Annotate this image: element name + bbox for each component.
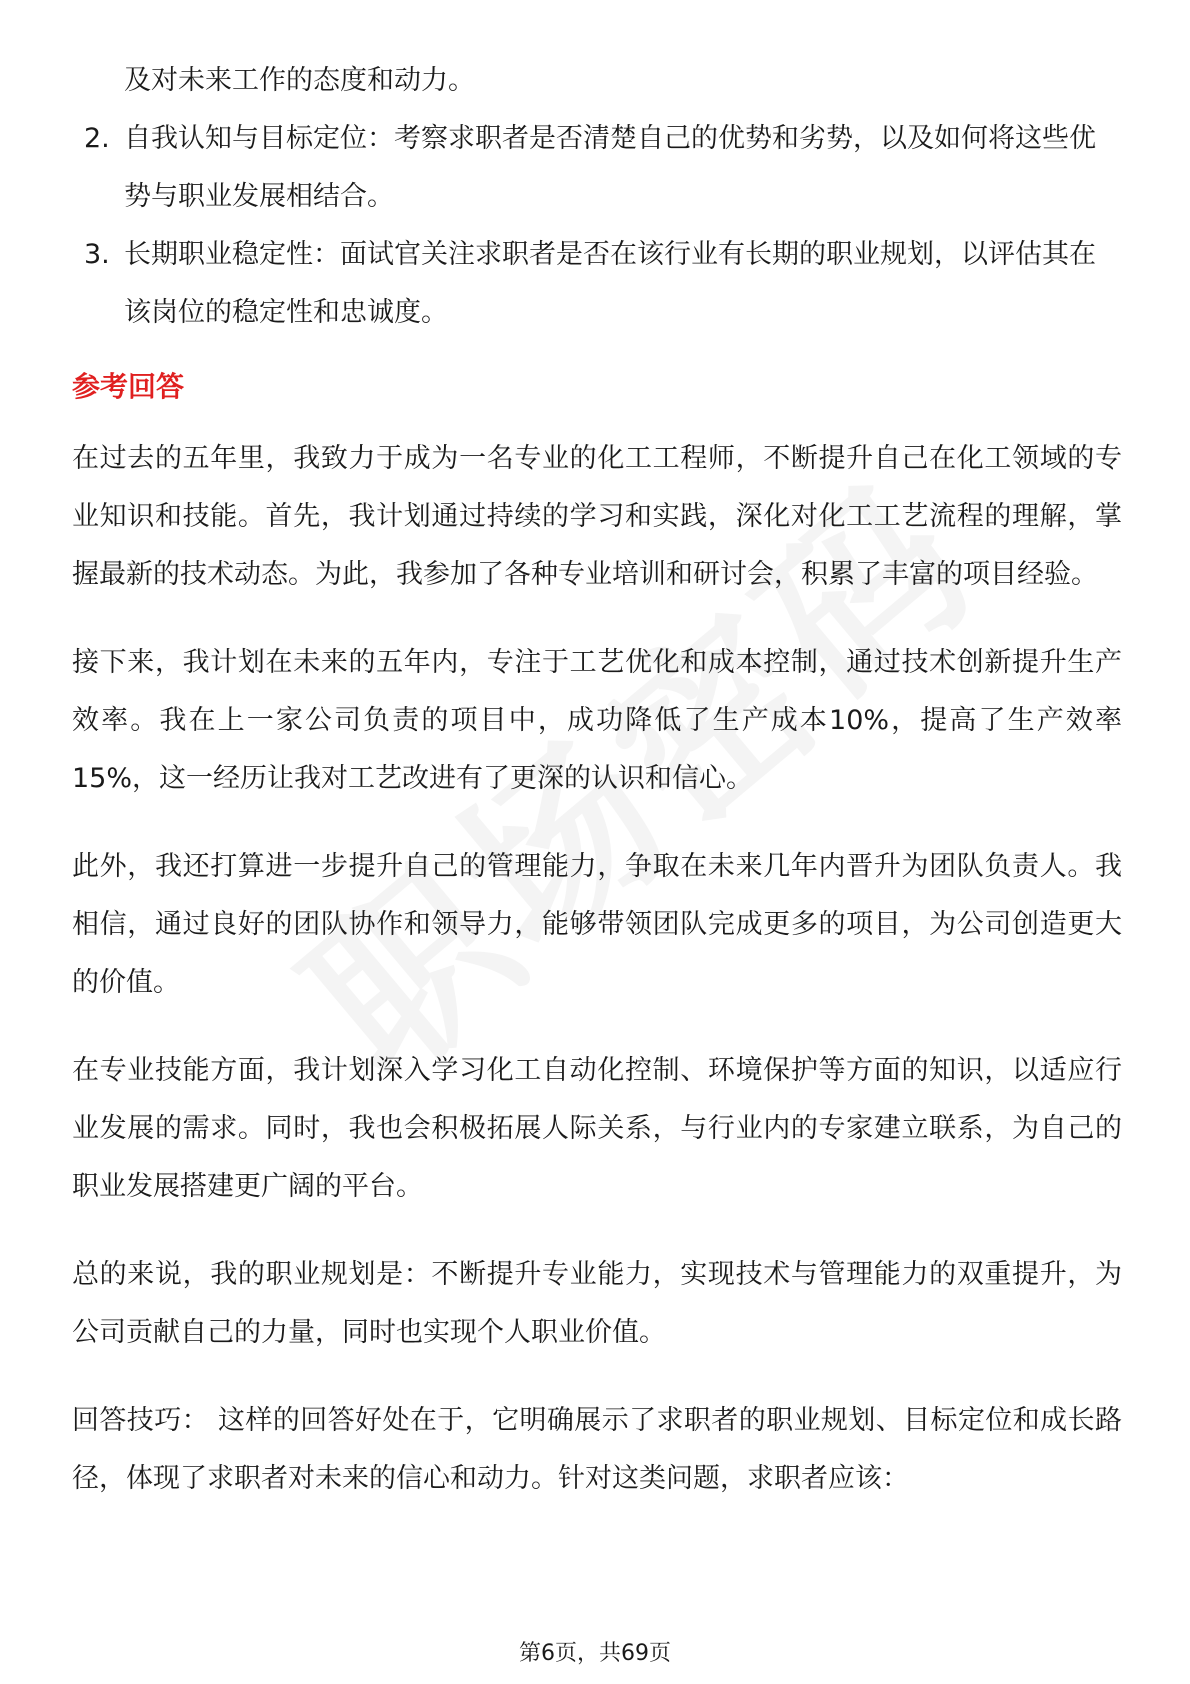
reason-list [72,110,1122,342]
page-content [72,52,1122,1538]
list-item [72,110,1122,226]
paragraph: 在过去的五年里，我致力于成为一名专业的化工工程师，不断提升自己在化工领域的专业知识和技能。首先，我计划通过持续的学习和实践，深化对化工工艺流程的理解，掌握最新的技术动态。为此，我参加了各种专业培训和研讨会，积累了丰富的项目经验。 [72,443,1122,590]
list-text: 长期职业稳定性：面试官关注求职者是否在该行业有长期的职业规划，以评估其在该岗位的稳定性和忠诚度。 [124,239,1096,328]
paragraph: 在专业技能方面，我计划深入学习化工自动化控制、环境保护等方面的知识，以适应行业发展的需求。同时，我也会积极拓展人际关系，与行业内的专家建立联系，为自己的职业发展搭建更广阔的平台。 [72,1055,1122,1202]
continuation-text: 及对未来工作的态度和动力。 [124,65,475,96]
list-text: 自我认知与目标定位：考察求职者是否清楚自己的优势和劣势，以及如何将这些优势与职业发展相结合。 [124,123,1096,212]
paragraph: 此外，我还打算进一步提升自己的管理能力，争取在未来几年内晋升为团队负责人。我相信，通过良好的团队协作和领导力，能够带领团队完成更多的项目，为公司创造更大的价值。 [72,851,1122,998]
page-footer: 第6页，共69页 [519,1641,671,1666]
paragraph: 回答技巧： 这样的回答好处在于，它明确展示了求职者的职业规划、目标定位和成长路径，体现了求职者对未来的信心和动力。针对这类问题，求职者应该： [72,1405,1122,1494]
list-number: 3. [84,239,110,270]
paragraph: 接下来，我计划在未来的五年内，专注于工艺优化和成本控制，通过技术创新提升生产效率。我在上一家公司负责的项目中，成功降低了生产成本10%，提高了生产效率15%，这一经历让我对工艺改进有了更深的认识和信心。 [72,647,1122,794]
section-heading: 参考回答 [72,370,185,403]
list-number: 2. [84,123,110,154]
paragraph: 总的来说，我的职业规划是：不断提升专业能力，实现技术与管理能力的双重提升，为公司贡献自己的力量，同时也实现个人职业价值。 [72,1259,1122,1348]
list-item [72,226,1122,342]
